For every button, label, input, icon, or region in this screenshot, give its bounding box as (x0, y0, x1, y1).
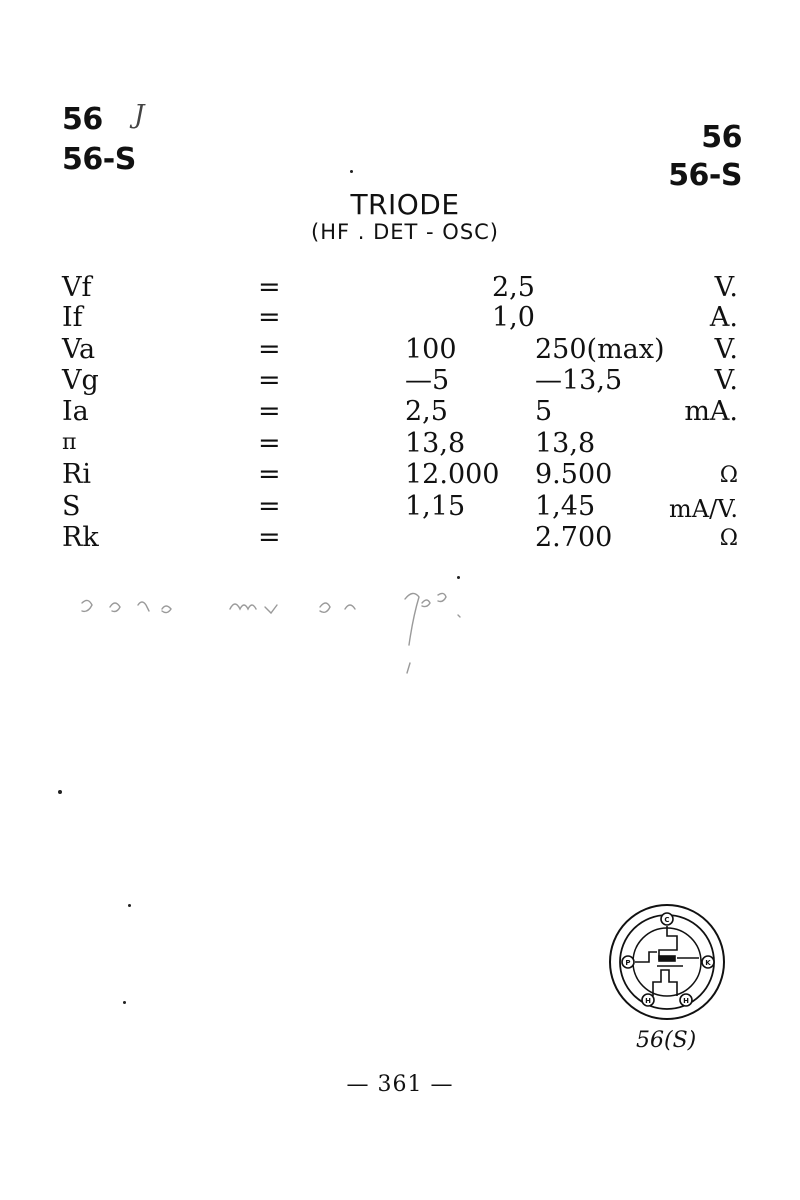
pin-label-p: P (625, 959, 631, 967)
param-value-1: 100 (405, 334, 457, 365)
tube-type-right-1: 56 (701, 120, 742, 155)
param-unit: Ω (719, 463, 738, 488)
speck (123, 1001, 126, 1004)
param-unit: A. (709, 302, 738, 333)
param-equals: = (258, 302, 281, 333)
handwritten-mark: J (134, 100, 145, 130)
param-row-s (0, 491, 800, 523)
param-row-rk (0, 522, 800, 554)
param-unit: V. (714, 272, 738, 303)
param-unit: Ω (719, 526, 738, 551)
param-equals: = (258, 459, 281, 490)
speck (350, 170, 353, 173)
param-row-mu (0, 428, 800, 460)
param-unit: V. (714, 334, 738, 365)
param-symbol: Rk (62, 522, 99, 553)
param-symbol: Va (62, 334, 96, 365)
param-symbol: Vf (62, 272, 92, 303)
param-symbol: S (62, 491, 81, 522)
param-unit: V. (714, 365, 738, 396)
param-symbol: π (62, 430, 77, 455)
param-value-2: 1,0 (492, 302, 535, 333)
tube-base-diagram (605, 900, 735, 1025)
param-row-ia (0, 396, 800, 428)
page-title: TRIODE (350, 188, 460, 221)
pin-label-h-left: H (645, 997, 651, 1005)
pin-label-h-right: H (683, 997, 689, 1005)
page-subtitle: (HF . DET - OSC) (311, 220, 499, 244)
param-row-ri (0, 459, 800, 491)
pin-label-k: K (705, 959, 711, 967)
faint-handwriting-scribble (70, 585, 490, 685)
param-value-2: 5 (535, 396, 553, 427)
param-equals: = (258, 522, 281, 553)
speck (58, 790, 62, 794)
param-row-vg (0, 365, 800, 397)
param-value-2: 2,5 (492, 272, 535, 303)
page-number: — 361 — (346, 1072, 454, 1097)
speck (457, 576, 460, 579)
param-value-2: 250(max) (535, 334, 665, 365)
diagram-caption: 56(S) (636, 1028, 697, 1053)
param-equals: = (258, 428, 281, 459)
pin-label-c: C (664, 916, 670, 924)
tube-type-right-2: 56-S (668, 158, 742, 193)
param-value-2: 2.700 (535, 522, 613, 553)
param-unit: mA/V. (669, 495, 738, 523)
param-value-2: —13,5 (535, 365, 623, 396)
param-value-2: 13,8 (535, 428, 596, 459)
param-value-2: 9.500 (535, 459, 613, 490)
param-value-1: 12.000 (405, 459, 500, 490)
param-unit: mA. (684, 396, 738, 427)
param-value-1: —5 (405, 365, 450, 396)
param-symbol: If (62, 302, 83, 333)
speck (128, 904, 131, 907)
param-row-if (0, 302, 800, 334)
param-equals: = (258, 396, 281, 427)
param-symbol: Ia (62, 396, 89, 427)
param-value-2: 1,45 (535, 491, 596, 522)
param-equals: = (258, 365, 281, 396)
param-value-1: 2,5 (405, 396, 448, 427)
tube-type-left-1: 56 (62, 102, 103, 137)
param-equals: = (258, 491, 281, 522)
param-symbol: Ri (62, 459, 91, 490)
param-row-vf (0, 272, 800, 304)
param-equals: = (258, 272, 281, 303)
param-value-1: 1,15 (405, 491, 466, 522)
param-row-va (0, 334, 800, 366)
param-equals: = (258, 334, 281, 365)
param-value-1: 13,8 (405, 428, 466, 459)
tube-type-left-2: 56-S (62, 142, 136, 177)
param-symbol: Vg (62, 365, 99, 396)
